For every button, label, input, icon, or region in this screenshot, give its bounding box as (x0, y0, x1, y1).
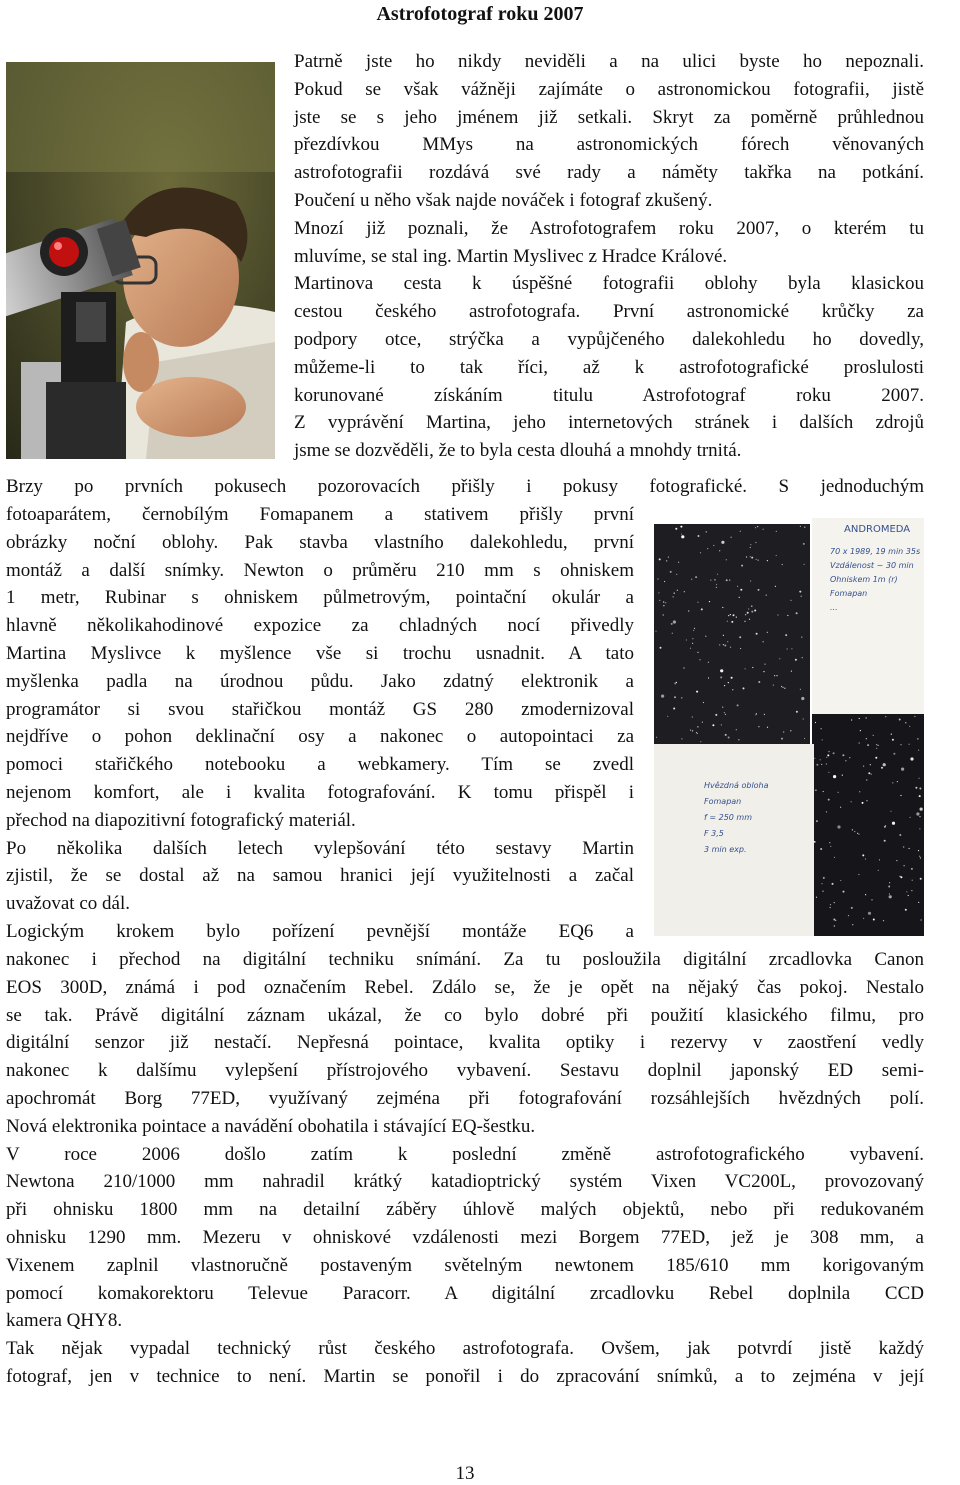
text-line: pomoci stařičkého notebooku a webkamery. Tím se zvedl (6, 754, 634, 776)
text-line: obrázky noční oblohy. Pak stavba vlastního dalekohledu, první (6, 531, 634, 553)
text-line: programátor si svou stařičkou montáž GS 280 zmodernizoval (6, 698, 634, 720)
note-line: 70 x 1989, 19 min 35s (830, 547, 921, 556)
text-line: Poučení u něho však najde nováček i fotograf zkušený. (294, 189, 713, 211)
text-line: Patrně jste ho nikdy neviděli a na ulici byste ho nepoznali. (294, 51, 924, 72)
text-line: pomocí komakorektoru Televue Paracorr. A digitální zrcadlovku Rebel doplnila CCD (6, 1282, 924, 1304)
text-line: jsme se dozvěděli, že to byla cesta dlouhá a mnohdy trnitá. (294, 440, 742, 462)
text-line: apochromát Borg 77ED, využívaný zejména při fotografování rozsáhlejších hvězdných polí. (6, 1087, 924, 1109)
text-line: fotograf, jen v technice to není. Martin se ponořil i do zpracování snímků, a to zejména v její (6, 1365, 924, 1387)
text-line: korunované získáním titulu Astrofotograf roku 2007. (294, 384, 924, 406)
text-line: fotoaparátem, černobílým Fomapanem a stativem přišly první (6, 504, 634, 525)
text-line: přechod na diapozitivní fotografický materiál. (6, 809, 356, 831)
text-line: EOS 300D, známá i pod označením Rebel. Zdálo se, že je opět na nějaký čas pokoj. Nestalo (6, 976, 924, 998)
text-line: zjistil, že se dostal až na samou hranici její využitelnosti a začal (6, 865, 634, 887)
page-title: Astrofotograf roku 2007 (376, 3, 584, 25)
text-line: V roce 2006 došlo zatím k poslední změně astrofotografického vybavení. (6, 1143, 924, 1165)
author-photo (6, 62, 275, 459)
text-line: astrofotografii rozdává své rady a náměty takřka na potkání. (294, 162, 924, 184)
text-line: montáž a další snímky. Newton o průměru 210 mm s ohniskem (6, 559, 634, 581)
note-line: Fomapan (830, 589, 868, 598)
text-line: při ohnisku 1800 mm na detailní záběry úhlově malých objektů, nebo při redukovaném (6, 1199, 924, 1221)
body-text-full (6, 473, 924, 501)
note-line: Vzdálenost ~ 30 min (830, 561, 914, 570)
text-line: digitální senzor již nestačí. Nepřesná pointace, kvalita optiky i rezervy v zaostření vedly (6, 1032, 924, 1054)
note-line: Hvězdná obloha (704, 781, 769, 790)
text-line: ohnisku 1290 mm. Mezeru v ohniskové vzdálenosti mezi Borgem 77ED, jež je 308 mm, a (6, 1226, 924, 1248)
body-text-middle (6, 501, 634, 946)
text-line: Tak nějak vypadal technický růst českého astrofotografa. Ovšem, jak potvrdí jistě každý (6, 1338, 924, 1360)
text-line: přezdívkou MMys na astronomických fórech věnovaných (294, 134, 924, 156)
text-line: hlavně několikahodinové expozice za chladných nocí přivedly (6, 615, 634, 637)
body-text-bottom (6, 946, 924, 1391)
text-line: cestou českého astrofotografa. První astronomické krůčky za (294, 301, 924, 323)
text-line: Z vyprávění Martina, jeho internetových stránek i dalších zdrojů (294, 412, 924, 434)
text-line: Pokud se však vážněji zajímáte o astronomickou fotografii, jistě (294, 78, 924, 100)
text-line: Po několika dalších letech vylepšování této sestavy Martin (6, 837, 634, 859)
text-line: Martina Myslivce k myšlence vše si trochu usnadnit. A tato (6, 642, 634, 664)
text-line: Newtona 210/1000 mm nahradil krátký katadioptrický systém Vixen VC200L, provozovaný (6, 1171, 924, 1193)
note-line: 3 min exp. (704, 845, 747, 854)
note-line: f = 250 mm (704, 813, 753, 822)
text-line: podpory otce, strýčka a vypůjčeného dalekohledu ho dovedly, (294, 328, 924, 350)
text-line: nakonec k dalšímu vylepšení přístrojového vybavení. Sestavu doplnil japonský ED semi- (6, 1060, 924, 1082)
text-line: Nová elektronika pointace a navádění obohatila i stávající EQ-šestku. (6, 1115, 536, 1137)
text-line: Brzy po prvních pokusech pozorovacích přišly i pokusy fotografické. S jednoduchým (6, 476, 924, 497)
photo-of-man-at-telescope-icon (6, 62, 275, 459)
text-line: Logickým krokem bylo pořízení pevnější montáže EQ6 a (6, 920, 634, 942)
intro-text (294, 48, 924, 465)
note-heading: ANDROMEDA (844, 524, 911, 535)
text-line: nejenom komfort, ale i kvalita fotografování. K tomu přispěl i (6, 781, 634, 803)
page-number: 13 (455, 1463, 475, 1484)
text-line: 1 metr, Rubinar s ohniskem půlmetrovým, pointační okulár a (6, 587, 634, 609)
text-line: uvažovat co dál. (6, 893, 130, 915)
text-line: mluvíme, se stal ing. Martin Myslivec z Hradce Králové. (294, 245, 728, 267)
text-line: jste se s jeho jménem již setkali. Skryt za poměrně průhlednou (294, 106, 924, 128)
andromeda-photo (654, 518, 924, 936)
text-line: nejdříve o pohon deklinační osy a nakonec o autopointaci za (6, 726, 634, 748)
note-line: Ohniskem 1m (r) (830, 575, 898, 584)
text-line: kamera QHY8. (6, 1310, 123, 1332)
text-line: Martinova cesta k úspěšné fotografii oblohy byla klasickou (294, 273, 924, 295)
note-line: ... (830, 603, 838, 612)
text-line: nakonec i přechod na digitální techniku snímání. Za tu posloužila digitální zrcadlovka Canon (6, 949, 924, 970)
text-line: Mnozí již poznali, že Astrofotografem roku 2007, o kterém tu (294, 217, 924, 239)
note-line: Fomapan (704, 797, 742, 806)
text-line: myšlenka padla na úrodnou půdu. Jako zdatný elektronik a (6, 670, 634, 692)
text-line: Vixenem zaplnil vlastnoručně postaveným světelným newtonem 185/610 mm korigovaným (6, 1254, 924, 1276)
text-line: se tak. Právě digitální záznam ukázal, že co bylo dobré při použití klasického filmu, pro (6, 1004, 924, 1026)
text-line: můžeme-li to tak říci, až k astrofotografické proslulosti (294, 356, 924, 378)
note-line: F 3,5 (704, 829, 724, 838)
